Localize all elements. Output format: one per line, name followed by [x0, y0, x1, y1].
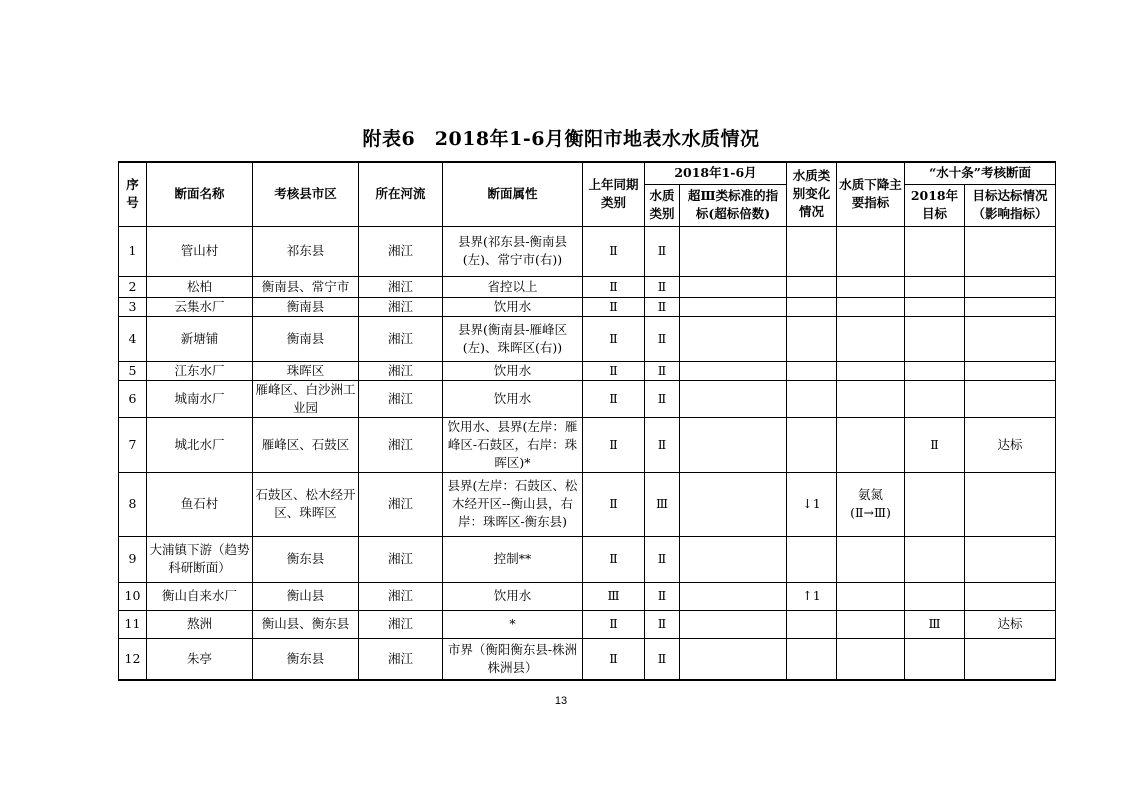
cell-class: Ⅱ	[645, 226, 680, 276]
cell-attr: 控制**	[443, 536, 583, 582]
cell-status	[965, 361, 1056, 380]
cell-last-year: Ⅱ	[583, 297, 645, 316]
cell-name: 熬洲	[147, 610, 253, 638]
cell-change: ↓1	[787, 472, 837, 536]
header-river: 所在河流	[359, 162, 443, 226]
cell-name: 朱亭	[147, 638, 253, 680]
cell-river: 湘江	[359, 297, 443, 316]
cell-river: 湘江	[359, 536, 443, 582]
header-last-year: 上年同期类别	[583, 162, 645, 226]
cell-change: ↑1	[787, 582, 837, 610]
table-row	[119, 417, 1056, 472]
header-exceed: 超Ⅲ类标准的指标(超标倍数)	[680, 184, 787, 226]
page-title: 附表6 2018年1-6月衡阳市地表水水质情况	[362, 128, 760, 150]
table-row	[119, 316, 1056, 361]
cell-class: Ⅱ	[645, 417, 680, 472]
cell-decline: 氨氮(Ⅱ→Ⅲ)	[837, 472, 905, 536]
cell-seq: 6	[119, 380, 147, 417]
cell-river: 湘江	[359, 226, 443, 276]
cell-last-year: Ⅱ	[583, 472, 645, 536]
cell-attr: 饮用水	[443, 582, 583, 610]
cell-class: Ⅱ	[645, 380, 680, 417]
cell-change	[787, 276, 837, 297]
cell-decline	[837, 361, 905, 380]
cell-last-year: Ⅱ	[583, 276, 645, 297]
cell-seq: 4	[119, 316, 147, 361]
header-ten-group: “水十条”考核断面	[905, 162, 1056, 184]
cell-river: 湘江	[359, 417, 443, 472]
cell-change	[787, 361, 837, 380]
cell-attr: *	[443, 610, 583, 638]
cell-decline	[837, 582, 905, 610]
cell-seq: 1	[119, 226, 147, 276]
cell-exceed	[680, 380, 787, 417]
cell-county: 珠晖区	[253, 361, 359, 380]
cell-seq: 10	[119, 582, 147, 610]
cell-status: 达标	[965, 610, 1056, 638]
cell-seq: 9	[119, 536, 147, 582]
header-wq-class: 水质类别	[645, 184, 680, 226]
cell-target	[905, 316, 965, 361]
cell-name: 云集水厂	[147, 297, 253, 316]
table-row	[119, 226, 1056, 276]
header-name: 断面名称	[147, 162, 253, 226]
cell-county: 衡山县、衡东县	[253, 610, 359, 638]
cell-decline	[837, 638, 905, 680]
cell-exceed	[680, 316, 787, 361]
cell-attr: 饮用水、县界(左岸：雁峰区-石鼓区，右岸：珠晖区)*	[443, 417, 583, 472]
cell-last-year: Ⅱ	[583, 610, 645, 638]
header-change: 水质类别变化情况	[787, 162, 837, 226]
cell-decline	[837, 316, 905, 361]
header-county: 考核县市区	[253, 162, 359, 226]
cell-exceed	[680, 610, 787, 638]
cell-status	[965, 582, 1056, 610]
cell-exceed	[680, 582, 787, 610]
cell-seq: 7	[119, 417, 147, 472]
cell-decline	[837, 610, 905, 638]
cell-seq: 2	[119, 276, 147, 297]
cell-status	[965, 226, 1056, 276]
table-row	[119, 536, 1056, 582]
cell-class: Ⅱ	[645, 316, 680, 361]
header-seq: 序号	[119, 162, 147, 226]
cell-river: 湘江	[359, 316, 443, 361]
cell-exceed	[680, 417, 787, 472]
cell-status: 达标	[965, 417, 1056, 472]
cell-target	[905, 638, 965, 680]
table-row	[119, 610, 1056, 638]
table-row	[119, 276, 1056, 297]
cell-class: Ⅱ	[645, 582, 680, 610]
table-row	[119, 472, 1056, 536]
table-row	[119, 361, 1056, 380]
cell-class: Ⅱ	[645, 361, 680, 380]
cell-exceed	[680, 297, 787, 316]
cell-county: 石鼓区、松木经开区、珠晖区	[253, 472, 359, 536]
cell-seq: 8	[119, 472, 147, 536]
cell-name: 江东水厂	[147, 361, 253, 380]
cell-county: 雁峰区、石鼓区	[253, 417, 359, 472]
cell-status	[965, 472, 1056, 536]
cell-exceed	[680, 361, 787, 380]
cell-seq: 3	[119, 297, 147, 316]
cell-name: 鱼石村	[147, 472, 253, 536]
cell-decline	[837, 417, 905, 472]
cell-change	[787, 380, 837, 417]
cell-county: 衡东县	[253, 536, 359, 582]
cell-attr: 饮用水	[443, 361, 583, 380]
cell-class: Ⅱ	[645, 536, 680, 582]
cell-decline	[837, 297, 905, 316]
cell-change	[787, 536, 837, 582]
cell-attr: 市界（衡阳衡东县-株洲株洲县）	[443, 638, 583, 680]
cell-name: 大浦镇下游（趋势科研断面）	[147, 536, 253, 582]
cell-status	[965, 638, 1056, 680]
cell-class: Ⅱ	[645, 610, 680, 638]
header-decline-index: 水质下降主要指标	[837, 162, 905, 226]
header-target-status: 目标达标情况（影响指标）	[965, 184, 1056, 226]
cell-seq: 12	[119, 638, 147, 680]
page-number: 13	[554, 695, 568, 707]
cell-county: 衡南县	[253, 316, 359, 361]
cell-change	[787, 638, 837, 680]
table-row	[119, 582, 1056, 610]
cell-attr: 饮用水	[443, 297, 583, 316]
header-period-group: 2018年1-6月	[645, 162, 787, 184]
cell-target	[905, 582, 965, 610]
cell-last-year: Ⅲ	[583, 582, 645, 610]
cell-attr: 饮用水	[443, 380, 583, 417]
cell-last-year: Ⅱ	[583, 226, 645, 276]
cell-change	[787, 417, 837, 472]
cell-river: 湘江	[359, 610, 443, 638]
cell-last-year: Ⅱ	[583, 417, 645, 472]
cell-decline	[837, 226, 905, 276]
cell-county: 衡南县、常宁市	[253, 276, 359, 297]
cell-name: 松柏	[147, 276, 253, 297]
cell-last-year: Ⅱ	[583, 361, 645, 380]
cell-last-year: Ⅱ	[583, 638, 645, 680]
cell-last-year: Ⅱ	[583, 380, 645, 417]
cell-exceed	[680, 536, 787, 582]
cell-name: 衡山自来水厂	[147, 582, 253, 610]
cell-attr: 省控以上	[443, 276, 583, 297]
cell-target	[905, 361, 965, 380]
cell-target: Ⅲ	[905, 610, 965, 638]
cell-river: 湘江	[359, 380, 443, 417]
table-row	[119, 380, 1056, 417]
cell-name: 城北水厂	[147, 417, 253, 472]
cell-exceed	[680, 276, 787, 297]
cell-attr: 县界(祁东县-衡南县(左)、常宁市(右))	[443, 226, 583, 276]
cell-decline	[837, 380, 905, 417]
cell-status	[965, 380, 1056, 417]
cell-river: 湘江	[359, 361, 443, 380]
cell-river: 湘江	[359, 276, 443, 297]
table-row	[119, 297, 1056, 316]
cell-change	[787, 297, 837, 316]
table-row	[119, 638, 1056, 680]
cell-target	[905, 536, 965, 582]
water-quality-table	[118, 161, 1056, 681]
cell-target: Ⅱ	[905, 417, 965, 472]
cell-river: 湘江	[359, 638, 443, 680]
cell-last-year: Ⅱ	[583, 316, 645, 361]
cell-exceed	[680, 638, 787, 680]
cell-exceed	[680, 226, 787, 276]
cell-county: 雁峰区、白沙洲工业园	[253, 380, 359, 417]
cell-name: 新塘铺	[147, 316, 253, 361]
cell-change	[787, 316, 837, 361]
cell-target	[905, 276, 965, 297]
cell-attr: 县界(衡南县-雁峰区(左)、珠晖区(右))	[443, 316, 583, 361]
cell-status	[965, 297, 1056, 316]
cell-target	[905, 297, 965, 316]
cell-county: 衡南县	[253, 297, 359, 316]
cell-status	[965, 316, 1056, 361]
cell-class: Ⅱ	[645, 276, 680, 297]
cell-target	[905, 380, 965, 417]
cell-county: 衡东县	[253, 638, 359, 680]
cell-class: Ⅲ	[645, 472, 680, 536]
cell-name: 城南水厂	[147, 380, 253, 417]
cell-decline	[837, 536, 905, 582]
cell-status	[965, 536, 1056, 582]
cell-county: 祁东县	[253, 226, 359, 276]
cell-river: 湘江	[359, 472, 443, 536]
cell-status	[965, 276, 1056, 297]
cell-exceed	[680, 472, 787, 536]
cell-class: Ⅱ	[645, 297, 680, 316]
cell-attr: 县界(左岸：石鼓区、松木经开区--衡山县，右岸：珠晖区-衡东县)	[443, 472, 583, 536]
cell-name: 管山村	[147, 226, 253, 276]
cell-target	[905, 226, 965, 276]
cell-county: 衡山县	[253, 582, 359, 610]
cell-decline	[837, 276, 905, 297]
header-target-2018: 2018年目标	[905, 184, 965, 226]
cell-seq: 5	[119, 361, 147, 380]
cell-river: 湘江	[359, 582, 443, 610]
cell-class: Ⅱ	[645, 638, 680, 680]
cell-last-year: Ⅱ	[583, 536, 645, 582]
cell-seq: 11	[119, 610, 147, 638]
cell-target	[905, 472, 965, 536]
cell-change	[787, 610, 837, 638]
header-attr: 断面属性	[443, 162, 583, 226]
cell-change	[787, 226, 837, 276]
